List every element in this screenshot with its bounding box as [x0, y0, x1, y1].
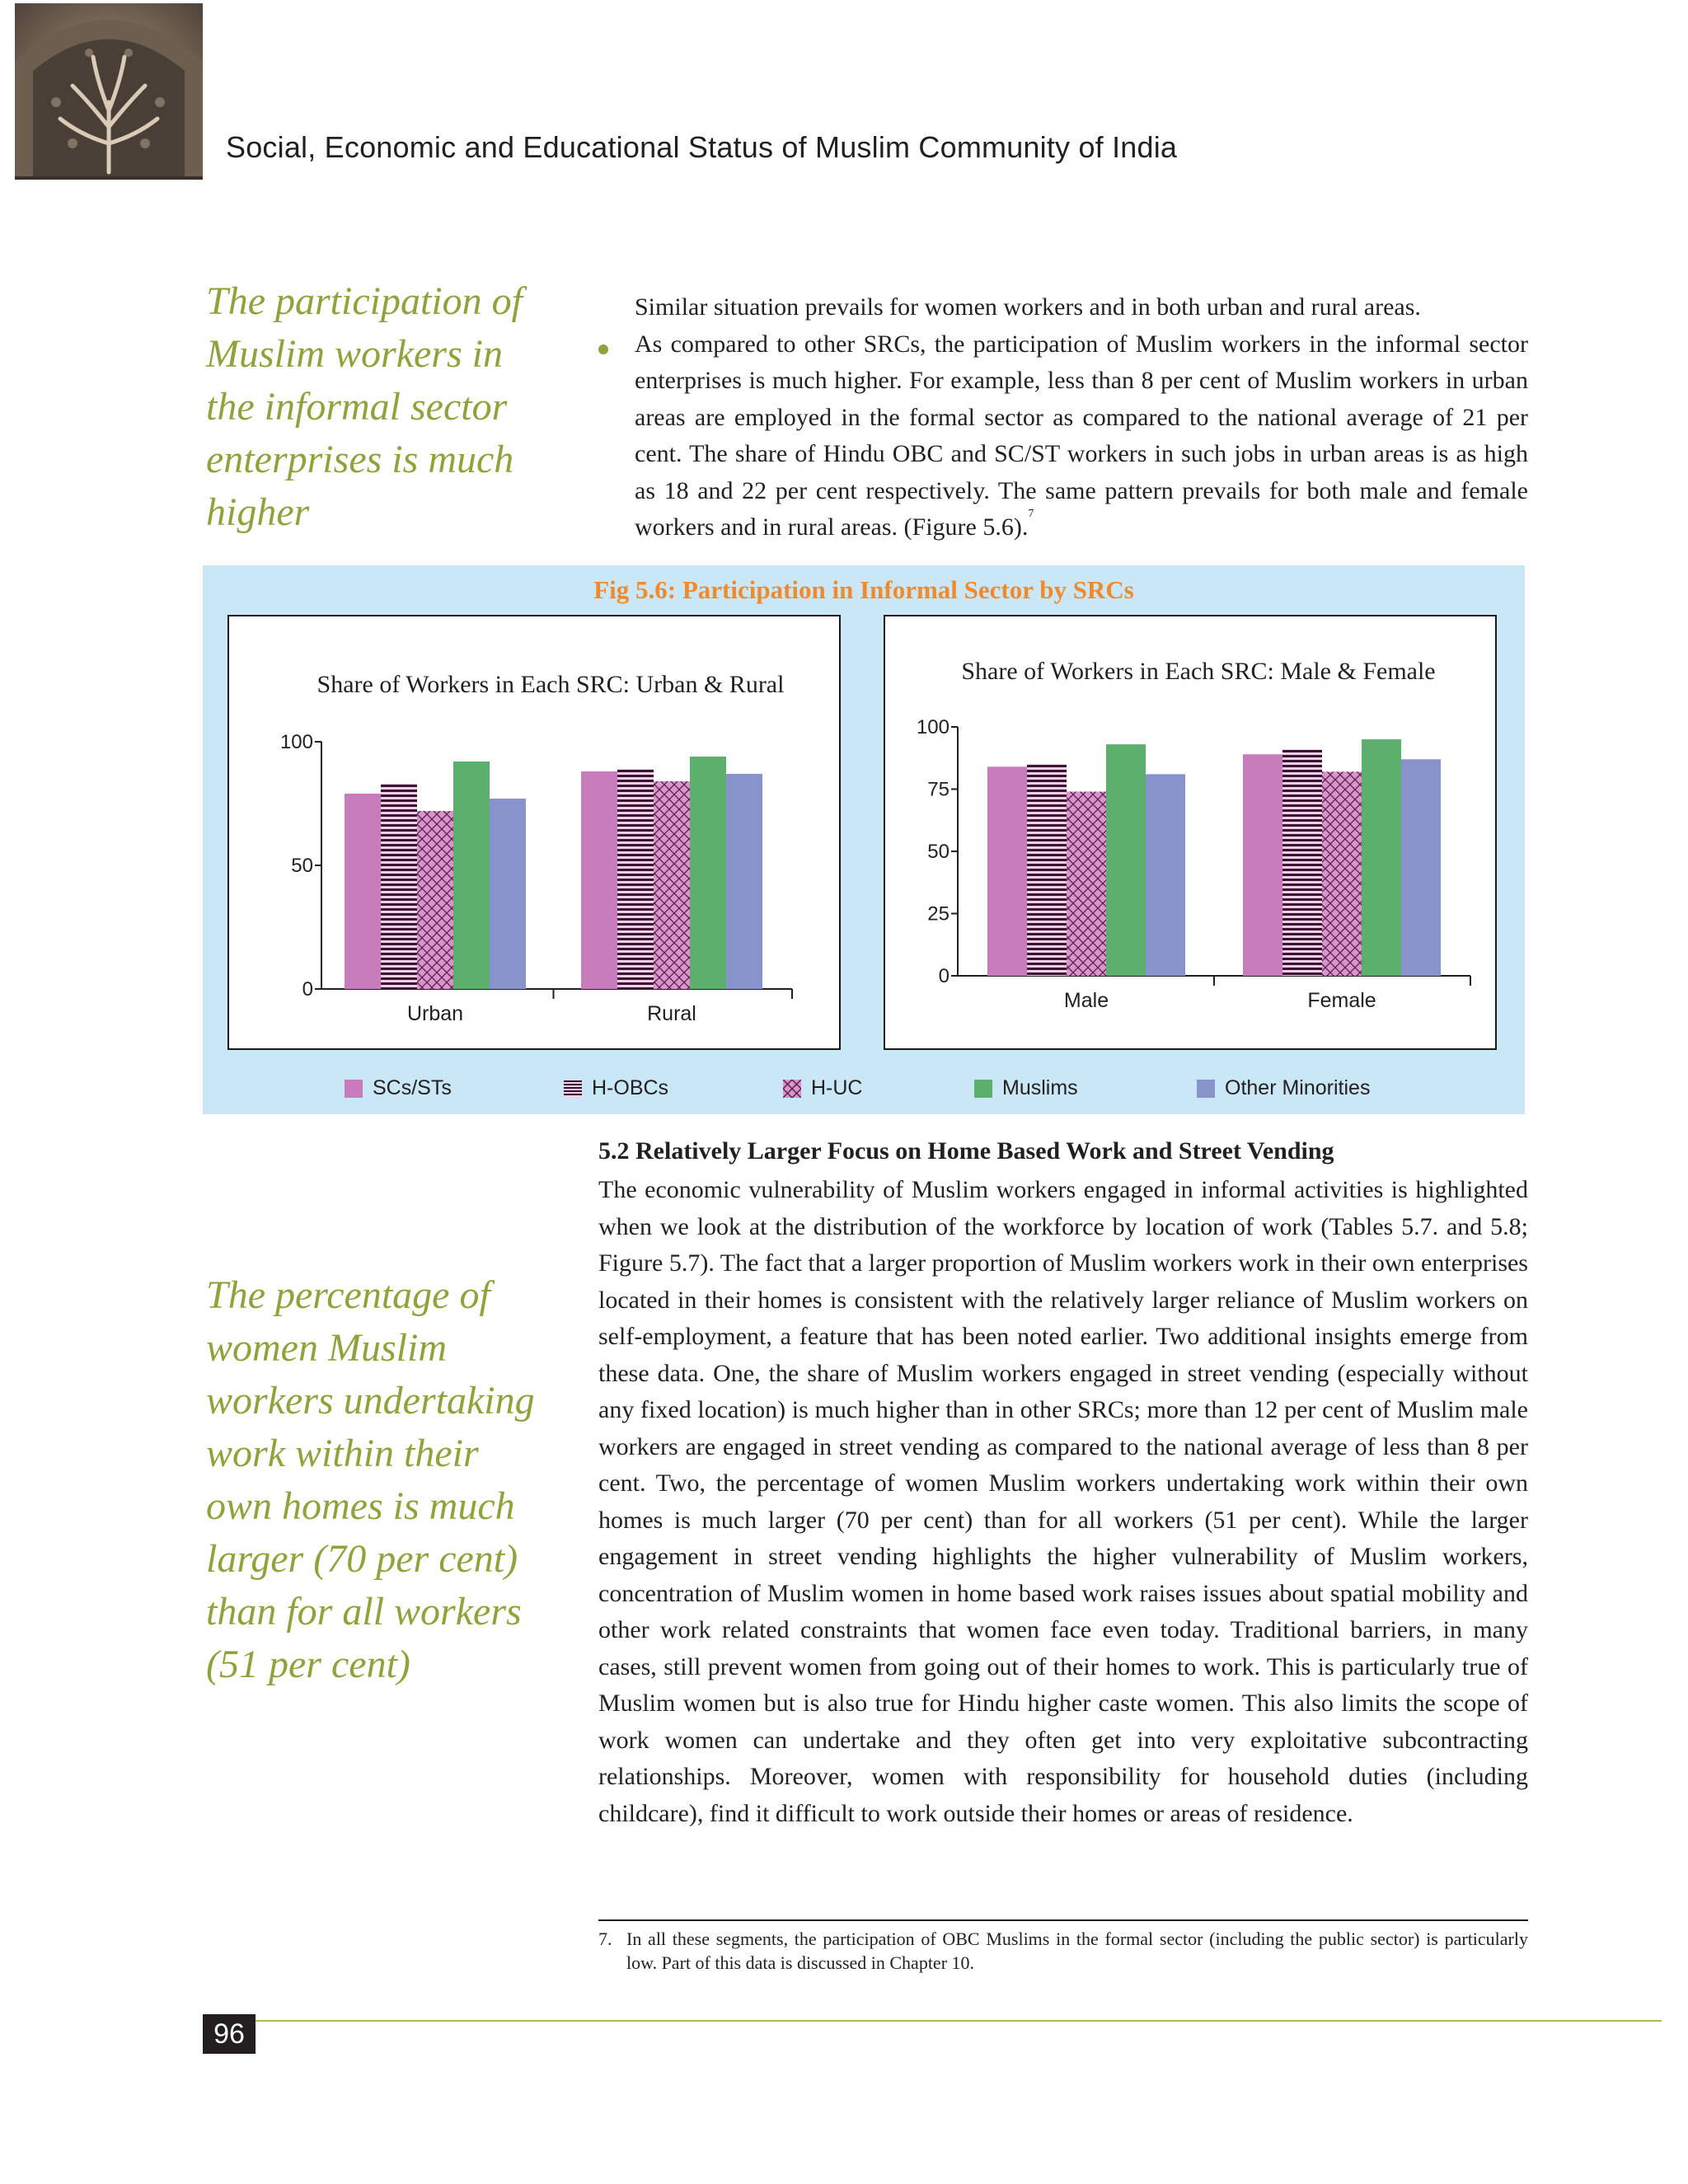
y-tick-label: 100 — [916, 716, 950, 738]
figure-title: Fig 5.6: Participation in Informal Sector by SRCs — [593, 575, 1134, 604]
legend-label: Other Minorities — [1225, 1076, 1371, 1099]
y-tick-label: 50 — [927, 841, 950, 863]
bar-h-obcs-urban — [381, 784, 417, 989]
running-header: Social, Economic and Educational Status of Muslim Community of India — [226, 130, 1178, 164]
bullet-icon — [598, 344, 608, 354]
y-tick-label: 25 — [927, 902, 950, 926]
legend-label: H-UC — [811, 1076, 863, 1099]
chart-male-female-svg — [885, 616, 1495, 1048]
legend-item-h-uc — [783, 1076, 863, 1100]
chart-urban-rural — [227, 615, 841, 1050]
footnote-reference[interactable]: 7 — [1028, 508, 1034, 520]
footnote-divider — [598, 1919, 1528, 1921]
legend-swatch-muslims — [974, 1080, 992, 1098]
legend-label: SCs/STs — [373, 1076, 452, 1099]
bar-muslims-female — [1362, 739, 1401, 976]
bar-h-uc-urban — [417, 811, 453, 989]
chart-male-female — [884, 615, 1497, 1050]
footnote-text: In all these segments, the participation of OBC Muslims in the formal sector (including the public sector) is particularly low. Part of this data is discussed in Chapter 10. — [626, 1929, 1528, 1973]
legend-item-other-minorities — [1197, 1076, 1370, 1100]
y-tick-label: 0 — [938, 965, 950, 987]
legend-swatch-h-obcs — [564, 1080, 582, 1098]
bar-muslims-rural — [690, 757, 726, 989]
bar-h-obcs-male — [1027, 764, 1067, 976]
x-category-label: Rural — [647, 1002, 696, 1025]
intro-text — [635, 289, 1528, 546]
figure-5-6 — [203, 565, 1525, 1114]
legend-swatch-scs-sts — [345, 1080, 363, 1098]
bar-scs-sts-rural — [581, 771, 617, 989]
pull-quote-text: The percentage of women Muslim workers undertaking work within their own homes is much larger (70 per cent) than for all workers (51 per cent) — [206, 1273, 535, 1686]
legend-label: H-OBCs — [592, 1076, 669, 1099]
bar-h-obcs-female — [1282, 749, 1322, 976]
chart-title: Share of Workers in Each SRC: Male & Female — [961, 658, 1436, 685]
page-number: 96 — [203, 2014, 256, 2054]
bar-muslims-urban — [453, 762, 490, 989]
footnote-number: 7. — [598, 1929, 612, 1949]
y-tick-label: 75 — [927, 778, 950, 801]
pull-quote-text: The participation of Muslim workers in the informal sector enterprises is much higher — [206, 279, 523, 534]
legend-item-h-obcs — [564, 1076, 668, 1100]
x-category-label: Urban — [406, 1002, 464, 1025]
intro-line: Similar situation prevails for women workers and in both urban and rural areas. — [635, 293, 1421, 321]
bullet-paragraph: As compared to other SRCs, the participation of Muslim workers in the informal sector enterprises is much higher. For example, less than 8 per cent of Muslim workers in urban areas are employed in the formal sector as compared to the national average of 21 per cent. The share of Hindu OBC and SC/ST workers in such jobs in urban areas is as high as 18 and 22 per cent respectively. The same pattern prevails for both male and female workers and in rural areas. (Figure 5.6). — [635, 330, 1528, 541]
section-body — [598, 1172, 1528, 1832]
bar-other-minorities-female — [1401, 759, 1441, 976]
x-category-label: Male — [1063, 989, 1109, 1012]
header-arch-photo — [15, 3, 203, 180]
section-paragraph: The economic vulnerability of Muslim workers engaged in informal activities is highlighted when we look at the distribution of the workforce by location of work (Tables 5.7. and 5.8; Figure 5.7). The fact that a larger proportion of Muslim workers work in their own enterprises located in their homes is consistent with the relatively larger reliance of Muslim workers on self-employment, a feature that has been noted earlier. Two additional insights emerge from these data. One, the share of Muslim workers engaged in street vending (especially without any fixed location) is much higher than in other SRCs; more than 12 per cent of Muslim male workers are engaged in street vending as compared to the national average of less than 8 per cent. Two, the percentage of women Muslim workers undertaking work within their own homes is much larger (70 per cent) than for all workers (51 per cent). While the larger engagement in street vending highlights the higher vulnerability of Muslim workers, concentration of Muslim women in home based work raises issues about spatial mobility and other work related constraints that women face even today. Traditional barriers, in many cases, still prevent women from going out of their homes to work. This is particularly true of Muslim women but is also true for Hindu higher caste women. This also limits the scope of work women can undertake and they often get into very exploitative subcontracting relationships. Moreover, women with responsibility for household duties (including childcare), find it difficult to work outside their homes or areas of residence. — [598, 1176, 1528, 1827]
bar-h-uc-male — [1067, 792, 1106, 976]
bar-muslims-male — [1106, 744, 1146, 976]
legend-swatch-h-uc — [783, 1080, 801, 1098]
legend-swatch-other-minorities — [1197, 1080, 1215, 1098]
bar-other-minorities-rural — [726, 774, 762, 989]
legend-item-scs-sts — [345, 1076, 452, 1100]
y-tick-label: 0 — [302, 978, 313, 1001]
y-tick-label: 50 — [291, 855, 313, 877]
section-heading: 5.2 Relatively Larger Focus on Home Based Work and Street Vending — [598, 1137, 1334, 1165]
x-category-label: Female — [1307, 989, 1376, 1012]
intro-bullet-text — [635, 326, 1528, 546]
pull-quote-informal-sector — [206, 275, 552, 539]
chart-title: Share of Workers in Each SRC: Urban & Rural — [316, 671, 785, 698]
footnote — [598, 1927, 1528, 1975]
bar-scs-sts-male — [987, 766, 1027, 976]
bar-h-uc-female — [1322, 771, 1362, 976]
bar-other-minorities-urban — [490, 799, 526, 989]
footer-rule — [203, 2020, 1662, 2022]
pull-quote-home-work — [206, 1269, 552, 1691]
y-tick-label: 100 — [279, 731, 313, 753]
bar-h-obcs-rural — [617, 769, 654, 989]
legend-label: Muslims — [1002, 1076, 1078, 1099]
bar-h-uc-rural — [654, 781, 690, 989]
bar-scs-sts-female — [1243, 754, 1282, 976]
legend-item-muslims — [974, 1076, 1078, 1100]
bar-other-minorities-male — [1146, 774, 1185, 976]
chart-urban-rural-svg — [229, 616, 839, 1048]
bar-scs-sts-urban — [345, 794, 381, 989]
chart-legend — [203, 1076, 1525, 1109]
